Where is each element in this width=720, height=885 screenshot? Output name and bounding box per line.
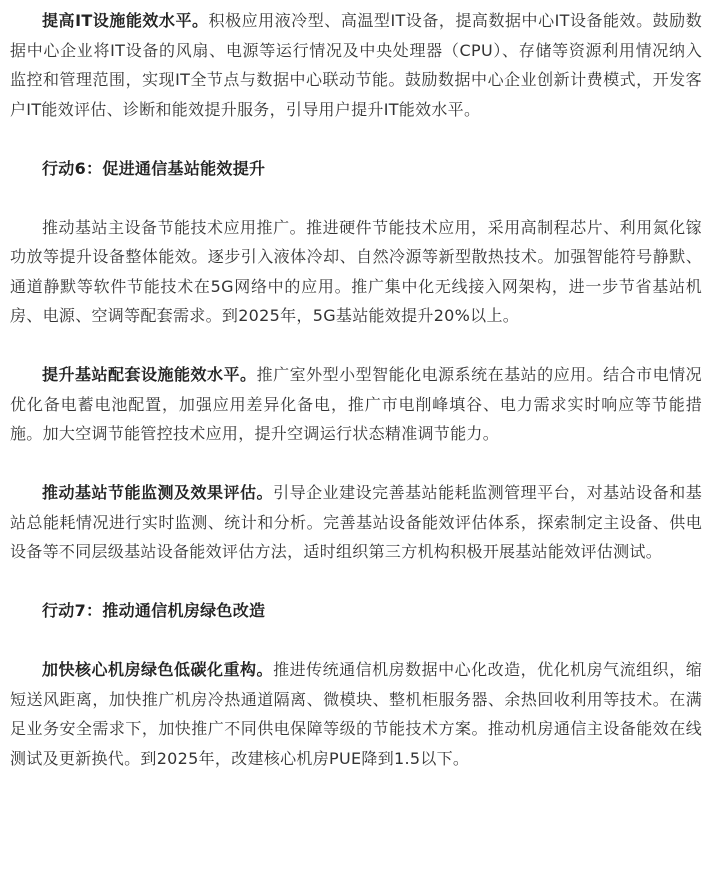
paragraph-text: 引导企业建设完善基站能耗监测管理平台，对基站设备和基站总能耗情况进行实时监测、统计和分析。完善基站设备能效评估体系，探索制定主设备、供电设备等不同层级基站设备能效评估方法，适时组织第三方机构积极开展基站能效评估测试。: [10, 483, 702, 561]
spacer: [10, 567, 702, 597]
paragraph-lead: 推动基站节能监测及效果评估。: [42, 483, 274, 502]
paragraph-it-efficiency: [10, 6, 702, 124]
paragraph-base-station-monitoring: [10, 478, 702, 567]
spacer: [10, 183, 702, 213]
paragraph-text: 积极应用液冷型、高温型IT设备，提高数据中心IT设备能效。鼓励数据中心企业将IT设备的风扇、电源等运行情况及中央处理器（CPU）、存储等资源利用情况纳入监控和管理范围，实现IT全节点与数据中心联动节能。鼓励数据中心企业创新计费模式，开发客户IT能效评估、诊断和能效提升服务，引导用户提升IT能效水平。: [10, 11, 702, 119]
spacer: [10, 449, 702, 479]
paragraph-base-station-equipment: [10, 213, 702, 331]
paragraph-text: 推动基站主设备节能技术应用推广。推进硬件节能技术应用，采用高制程芯片、利用氮化镓功放等提升设备整体能效。逐步引入液体冷却、自然冷源等新型散热技术。加强智能符号静默、通道静默等软件节能技术在5G网络中的应用。推广集中化无线接入网架构，进一步节省基站机房、电源、空调等配套需求。到2025年，5G基站能效提升20%以上。: [10, 217, 702, 325]
spacer: [10, 124, 702, 154]
paragraph-text: 推进传统通信机房数据中心化改造，优化机房气流组织，缩短送风距离，加快推广机房冷热通道隔离、微模块、整机柜服务器、余热回收利用等技术。在满足业务安全需求下，加快推广不同供电保障等级的节能技术方案。推动机房通信主设备能效在线测试及更新换代。到2025年，改建核心机房PUE降到1.5以下。: [10, 660, 702, 768]
section-heading-action-6: 行动6：促进通信基站能效提升: [42, 158, 266, 178]
paragraph-core-room-reconstruction: [10, 655, 702, 773]
spacer: [10, 331, 702, 361]
paragraph-lead: 提高IT设施能效水平。: [42, 11, 209, 30]
paragraph-lead: 提升基站配套设施能效水平。: [42, 365, 257, 384]
section-heading-action-7: 行动7：推动通信机房绿色改造: [42, 601, 266, 620]
paragraph-lead: 加快核心机房绿色低碳化重构。: [42, 660, 274, 679]
paragraph-base-station-facilities: [10, 360, 702, 449]
paragraph-text: 推广室外型小型智能化电源系统在基站的应用。结合市电情况优化备电蓄电池配置，加强应用差异化备电，推广市电削峰填谷、电力需求实时响应等节能措施。加大空调节能管控技术应用，提升空调运行状态精准调节能力。: [10, 365, 702, 443]
spacer: [10, 626, 702, 656]
